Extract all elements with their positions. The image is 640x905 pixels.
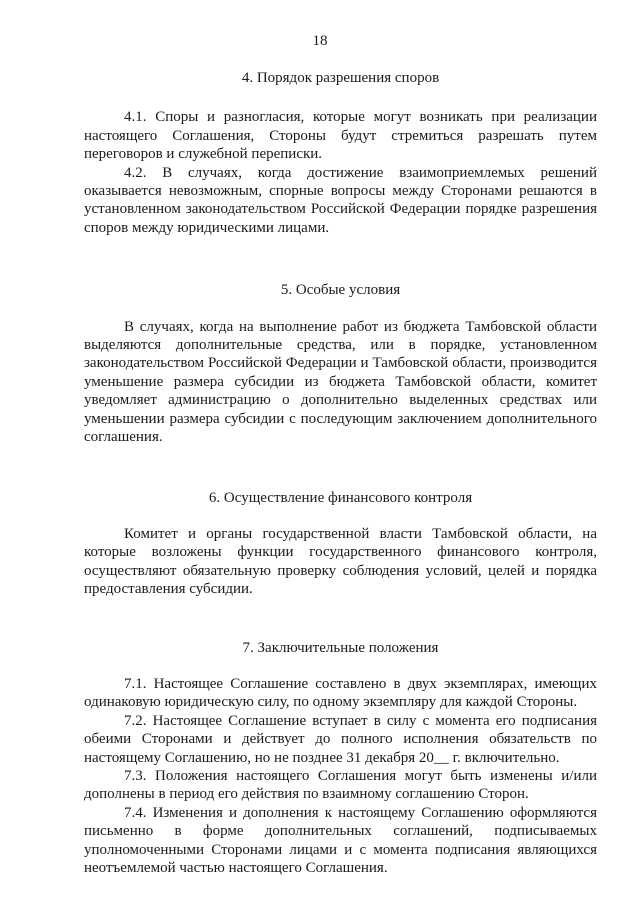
section-heading-special-conditions: 5. Особые условия — [280, 282, 401, 299]
section-financial-control — [84, 489, 597, 599]
section-final-provisions — [84, 639, 597, 878]
paragraph-7-1: 7.1. Настоящее Соглашение составлено в двух экземплярах, имеющих одинаковую юридическую силу, по одному экземпляру для каждой Стороны. — [84, 675, 597, 711]
section-heading-final-provisions: 7. Заключительные положения — [242, 639, 439, 656]
paragraph-5: В случаях, когда на выполнение работ из бюджета Тамбовской области выделяются дополнительные средства, или в порядке, установленном законодательством Российской Федерации и Тамбовской области, производится уменьшение размера субсидии из бюджета Тамбовской области, комитет уведомляет администрацию о дополнительно выделенных средствах или уменьшении размера субсидии с последующим заключением дополнительного соглашения. — [84, 318, 597, 446]
paragraph-7-4: 7.4. Изменения и дополнения к настоящему Соглашению оформляются письменно в форме дополнительных соглашений, подписываемых уполномоченными Сторонами лицами и с момента подписания являющихся неотъемлемой частью настоящего Соглашения. — [84, 804, 597, 876]
section-special-conditions — [84, 281, 597, 446]
section-disputes — [84, 55, 597, 237]
paragraph-7-3: 7.3. Положения настоящего Соглашения могут быть изменены и/или дополнены в период его действия по взаимному соглашению Сторон. — [84, 767, 597, 803]
paragraph-7-2: 7.2. Настоящее Соглашение вступает в силу с момента его подписания обеими Сторонами и действует до полного исполнения обязательств по настоящему Соглашению, но не позднее 31 декабря 20__ г. включительно. — [84, 712, 597, 766]
document-body — [84, 55, 597, 877]
paragraph-4-2: 4.2. В случаях, когда достижение взаимоприемлемых решений оказывается невозможным, спорные вопросы между Сторонами решаются в установленном законодательством Российской Федерации порядке разрешения споров между юридическими лицами. — [84, 164, 597, 236]
section-heading-financial-control: 6. Осуществление финансового контроля — [208, 489, 473, 506]
section-heading-disputes: 4. Порядок разрешения споров — [241, 70, 440, 86]
page-number: 18 — [312, 33, 328, 49]
paragraph-6: Комитет и органы государственной власти Тамбовской области, на которые возложены функции государственного финансового контроля, осуществляют обязательную проверку соблюдения условий, целей и порядка предоставления субсидии. — [84, 525, 597, 598]
paragraph-4-1: 4.1. Споры и разногласия, которые могут возникать при реализации настоящего Соглашения, Стороны будут стремиться разрешать путем переговоров и служебной переписки. — [84, 109, 597, 163]
